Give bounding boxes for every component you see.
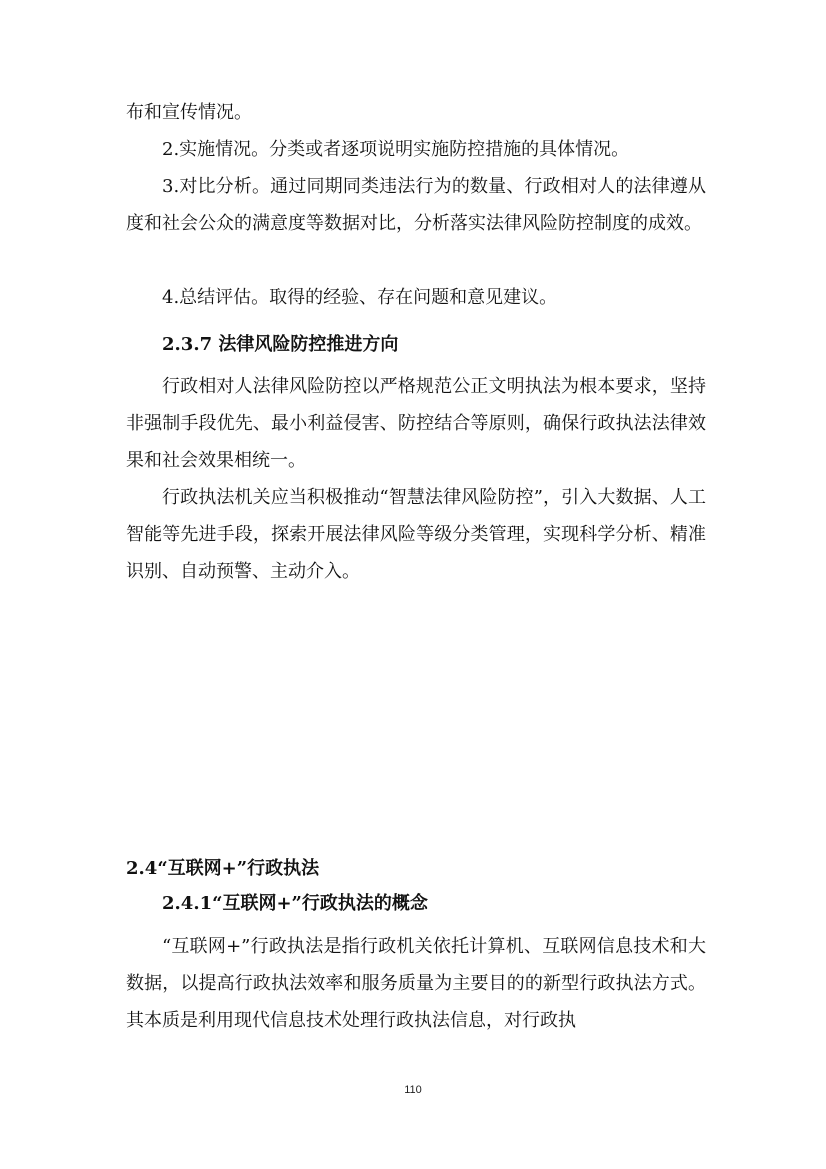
paragraph-smart-risk-control: 行政执法机关应当积极推动“智慧法律风险防控”，引入大数据、人工智能等先进手段，探索开展法律风险等级分类管理，实现科学分析、精准识别、自动预警、主动介入。: [126, 487, 706, 582]
paragraph-comparative-analysis: 3.对比分析。通过同期同类违法行为的数量、行政相对人的法律遵从度和社会公众的满意度等数据对比，分析落实法律风险防控制度的成效。: [126, 176, 706, 234]
paragraph-summary-evaluation: 4.总结评估。取得的经验、存在问题和意见建议。: [162, 287, 558, 308]
section-heading-2-3-7: 2.3.7 法律风险防控推进方向: [162, 334, 399, 355]
page-number: 110: [404, 1084, 422, 1096]
paragraph-risk-control-requirements: 行政相对人法律风险防控以严格规范公正文明执法为根本要求，坚持非强制手段优先、最小利益侵害、防控结合等原则，确保行政执法法律效果和社会效果相统一。: [126, 376, 706, 471]
section-heading-2-4-1: 2.4.1“互联网+”行政执法的概念: [162, 893, 428, 914]
section-heading-2-4: 2.4“互联网+”行政执法: [126, 858, 320, 879]
paragraph-implementation: 2.实施情况。分类或者逐项说明实施防控措施的具体情况。: [162, 139, 630, 160]
paragraph-internet-plus-concept: “互联网+”行政执法是指行政机关依托计算机、互联网信息技术和大数据，以提高行政执法效率和服务质量为主要目的的新型行政执法方式。其本质是利用现代信息技术处理行政执法信息，对行政执: [126, 936, 706, 1031]
paragraph-publication-status: 布和宣传情况。: [126, 102, 252, 123]
